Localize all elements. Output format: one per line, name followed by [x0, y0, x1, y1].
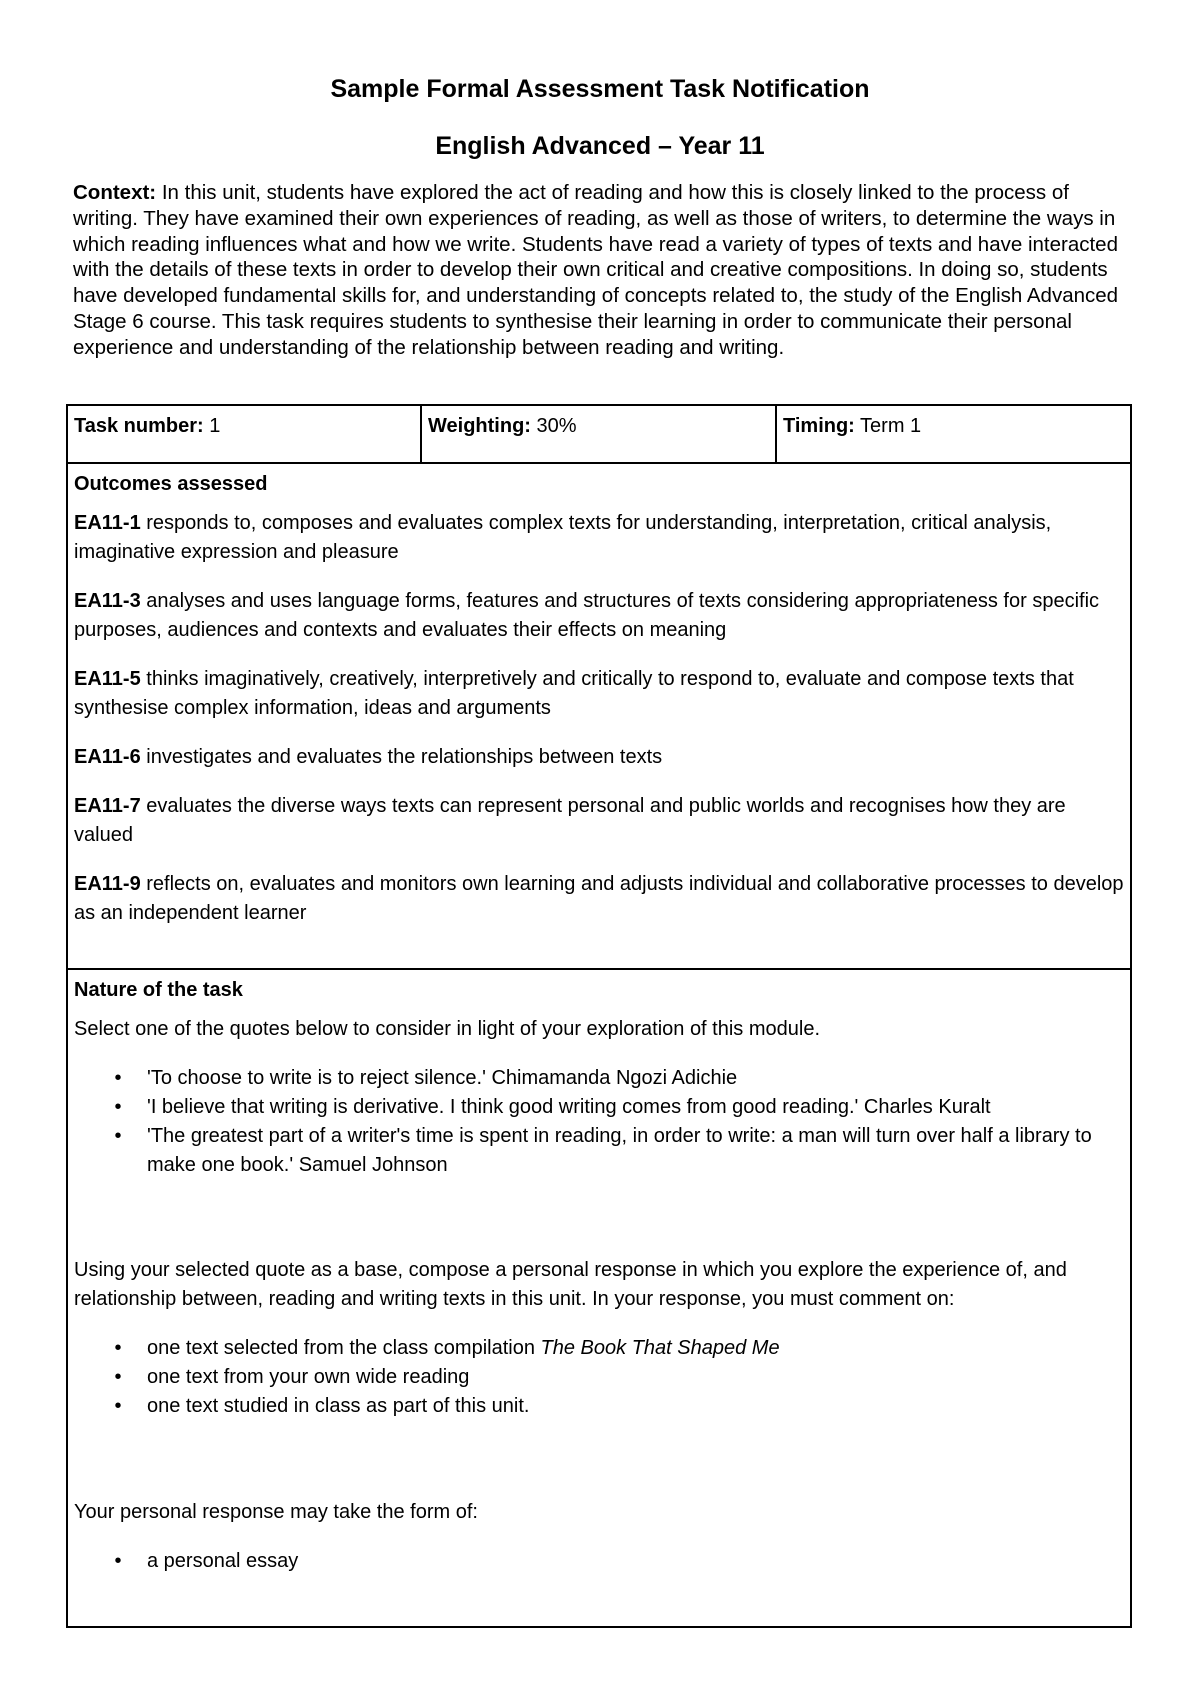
outcome-item: [74, 743, 1124, 772]
outcome-code: EA11-1: [74, 512, 141, 534]
list-item: [74, 1547, 1124, 1576]
outcome-text: responds to, composes and evaluates complex texts for understanding, interpretation, critical analysis, imaginative expression and pleasure: [74, 512, 1052, 563]
context-paragraph: [73, 180, 1139, 361]
outcome-code: EA11-9: [74, 873, 141, 895]
quotes-list: [74, 1064, 1124, 1180]
context-label: Context:: [73, 181, 157, 204]
blank-spacer: [74, 1200, 1124, 1256]
requirements-list: [74, 1334, 1124, 1421]
outcomes-section: [68, 464, 1130, 970]
outcome-code: EA11-6: [74, 746, 141, 768]
forms-list: [74, 1547, 1124, 1576]
list-item: [74, 1334, 1124, 1363]
quote-text: 'The greatest part of a writer's time is spent in reading, in order to write: a man will turn over half a library to make one book.' Samuel Johnson: [147, 1125, 1092, 1176]
timing-value: Term 1: [854, 415, 922, 437]
list-item: [74, 1122, 1124, 1180]
weighting-value: 30%: [530, 415, 577, 437]
outcome-item: [74, 792, 1124, 850]
requirement-text: one text studied in class as part of this unit.: [147, 1395, 530, 1417]
bullet-icon: •: [114, 1067, 122, 1089]
task-instruction: Using your selected quote as a base, compose a personal response in which you explore the experience of, and relationship between, reading and writing texts in this unit. In your response, you must comment on:: [74, 1259, 1067, 1310]
nature-intro: Select one of the quotes below to consider in light of your exploration of this module.: [74, 1018, 821, 1040]
nature-heading: Nature of the task: [74, 979, 243, 1001]
context-text: In this unit, students have explored the act of reading and how this is closely linked to the process of writing. They have examined their own experiences of reading, as well as those of writers, to determine the ways in which reading influences what and how we write. Students have read a variety of types of texts and have interacted with the details of these texts in order to develop their own critical and creative compositions. In doing so, students have developed fundamental skills for, and understanding of concepts related to, the study of the English Advanced Stage 6 course. This task requires students to synthesise their learning in order to communicate their personal experience and understanding of the relationship between reading and writing.: [73, 181, 1119, 359]
quote-text: 'To choose to write is to reject silence.' Chimamanda Ngozi Adichie: [147, 1067, 738, 1089]
bullet-icon: •: [114, 1550, 122, 1572]
list-item: [74, 1064, 1124, 1093]
bullet-icon: •: [114, 1395, 122, 1417]
bullet-icon: •: [114, 1337, 122, 1359]
task-number-value: 1: [203, 415, 221, 437]
outcomes-heading: Outcomes assessed: [74, 473, 268, 495]
requirement-text: one text from your own wide reading: [147, 1366, 470, 1388]
weighting-cell: [422, 406, 777, 462]
document-subtitle: English Advanced – Year 11: [435, 132, 765, 160]
list-item: [74, 1363, 1124, 1392]
timing-cell: [777, 406, 1130, 462]
nature-section: [68, 970, 1130, 1626]
outcome-item: [74, 665, 1124, 723]
bullet-icon: •: [114, 1125, 122, 1147]
bullet-icon: •: [114, 1096, 122, 1118]
outcome-item: [74, 587, 1124, 645]
task-number-label: Task number:: [74, 415, 204, 437]
outcome-code: EA11-7: [74, 795, 141, 817]
document-title: Sample Formal Assessment Task Notification: [330, 75, 870, 103]
outcome-item: [74, 509, 1124, 567]
outcome-code: EA11-5: [74, 668, 141, 690]
outcome-text: thinks imaginatively, creatively, interpretively and critically to respond to, evaluate and compose texts that synthesise complex information, ideas and arguments: [74, 668, 1074, 719]
outcome-text: analyses and uses language forms, features and structures of texts considering appropriateness for specific purposes, audiences and contexts and evaluates their effects on meaning: [74, 590, 1100, 641]
timing-label: Timing:: [783, 415, 855, 437]
book-title: The Book That Shaped Me: [540, 1337, 780, 1359]
quote-text: 'I believe that writing is derivative. I think good writing comes from good reading.' Charles Kuralt: [147, 1096, 991, 1118]
form-intro: Your personal response may take the form of:: [74, 1501, 478, 1523]
task-table: [66, 404, 1132, 1628]
outcome-code: EA11-3: [74, 590, 141, 612]
list-item: [74, 1093, 1124, 1122]
requirement-text: one text selected from the class compilation: [147, 1337, 541, 1359]
outcome-text: evaluates the diverse ways texts can represent personal and public worlds and recognises how they are valued: [74, 795, 1066, 846]
outcome-text: reflects on, evaluates and monitors own learning and adjusts individual and collaborative processes to develop as an independent learner: [74, 873, 1124, 924]
form-text: a personal essay: [147, 1550, 299, 1572]
task-info-row: [68, 406, 1130, 464]
task-number-cell: [68, 406, 422, 462]
blank-spacer: [74, 1441, 1124, 1498]
weighting-label: Weighting:: [428, 415, 531, 437]
outcome-item: [74, 870, 1124, 928]
outcome-text: investigates and evaluates the relationships between texts: [140, 746, 663, 768]
list-item: [74, 1392, 1124, 1421]
bullet-icon: •: [114, 1366, 122, 1388]
